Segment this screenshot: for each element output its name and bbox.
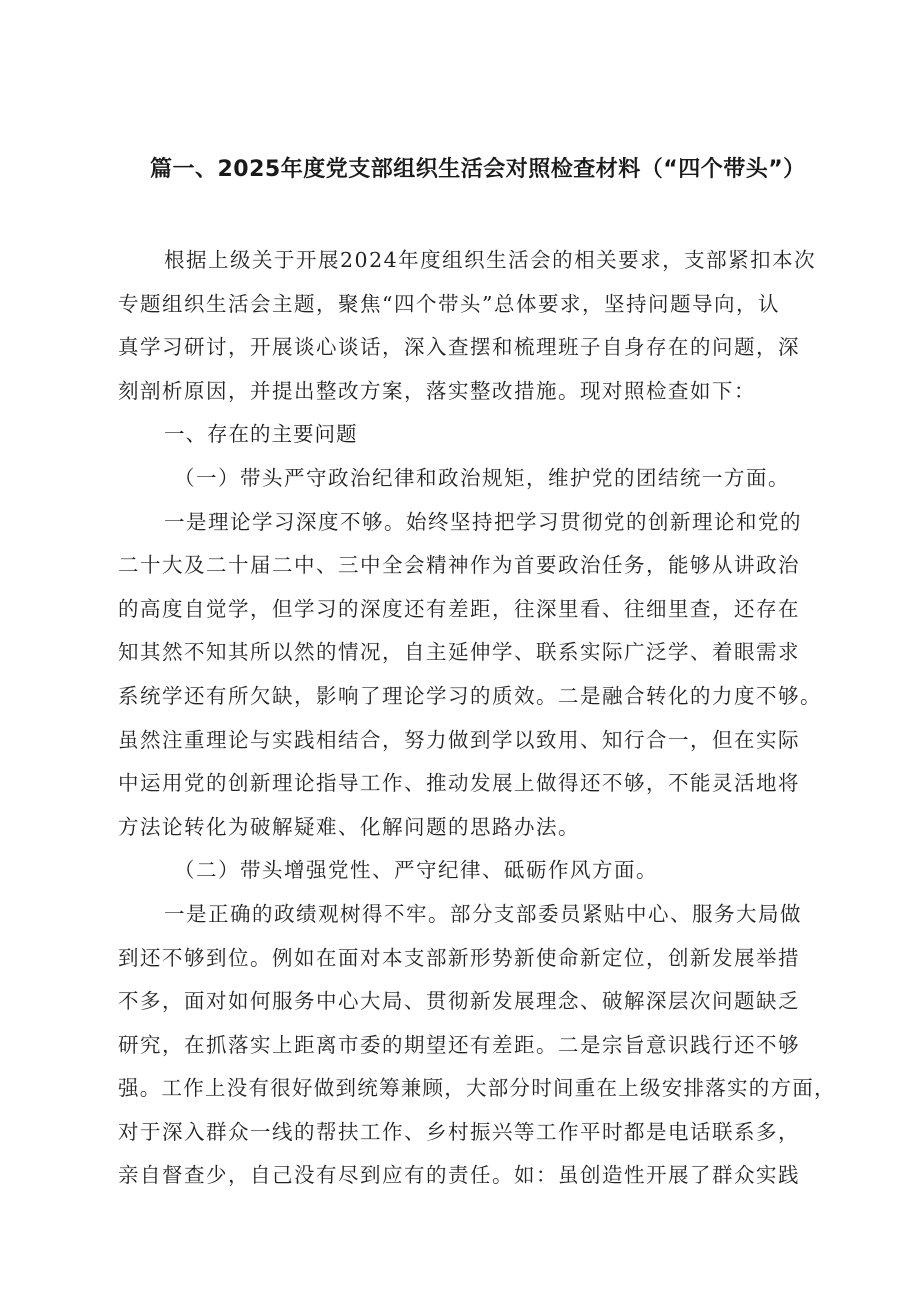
section-heading: 一、存在的主要问题 xyxy=(164,422,358,447)
paragraph-line: 中运用党的创新理论指导工作、推动发展上做得还不够，不能灵活地将 xyxy=(118,771,800,796)
subsection-heading: （一）带头严守政治纪律和政治规矩，维护党的团结统一方面。 xyxy=(174,465,790,490)
paragraph-line: 二十大及二十届二中、三中全会精神作为首要政治任务，能够从讲政治 xyxy=(118,553,800,578)
paragraph-line: 一是正确的政绩观树得不牢。部分支部委员紧贴中心、服务大局做 xyxy=(164,901,802,926)
document-body xyxy=(118,239,838,1198)
paragraph-line: 亲自督查少，自己没有尽到应有的责任。如：虽创造性开展了群众实践 xyxy=(118,1163,800,1188)
paragraph-line: 研究，在抓落实上距离市委的期望还有差距。二是宗旨意识践行还不够 xyxy=(118,1032,800,1057)
paragraph-line: 对于深入群众一线的帮扶工作、乡村振兴等工作平时都是电话联系多， xyxy=(118,1119,800,1144)
paragraph-line: 不多，面对如何服务中心大局、贯彻新发展理念、破解深层次问题缺乏 xyxy=(118,989,800,1014)
paragraph-line: 知其然不知其所以然的情况，自主延伸学、联系实际广泛学、着眼需求 xyxy=(118,640,800,665)
paragraph-line: 到还不够到位。例如在面对本支部新形势新使命新定位，创新发展举措 xyxy=(118,945,800,970)
document-title: 篇一、2025年度党支部组织生活会对照检查材料（“四个带头”） xyxy=(150,157,806,182)
paragraph-line: 的高度自觉学，但学习的深度还有差距，往深里看、往细里查，还存在 xyxy=(118,596,800,621)
paragraph-line: 一是理论学习深度不够。始终坚持把学习贯彻党的创新理论和党的 xyxy=(164,509,802,534)
paragraph-line: 真学习研讨，开展谈心谈话，深入查摆和梳理班子自身存在的问题，深 xyxy=(118,335,800,360)
paragraph-line: 根据上级关于开展2024年度组织生活会的相关要求，支部紧扣本次 xyxy=(164,248,817,272)
paragraph-line: 刻剖析原因，并提出整改方案，落实整改措施。现对照检查如下： xyxy=(118,378,756,403)
paragraph-line: 系统学还有所欠缺，影响了理论学习的质效。二是融合转化的力度不够。 xyxy=(118,683,822,708)
paragraph-line: 虽然注重理论与实践相结合，努力做到学以致用、知行合一，但在实际 xyxy=(118,727,800,752)
paragraph-line: 专题组织生活会主题，聚焦“四个带头”总体要求，坚持问题导向，认 xyxy=(118,291,780,316)
subsection-heading: （二）带头增强党性、严守纪律、砥砺作风方面。 xyxy=(174,858,658,883)
paragraph-line: 方法论转化为破解疑难、化解问题的思路办法。 xyxy=(118,814,580,839)
paragraph-line: 强。工作上没有很好做到统筹兼顾，大部分时间重在上级安排落实的方面， xyxy=(118,1076,836,1101)
